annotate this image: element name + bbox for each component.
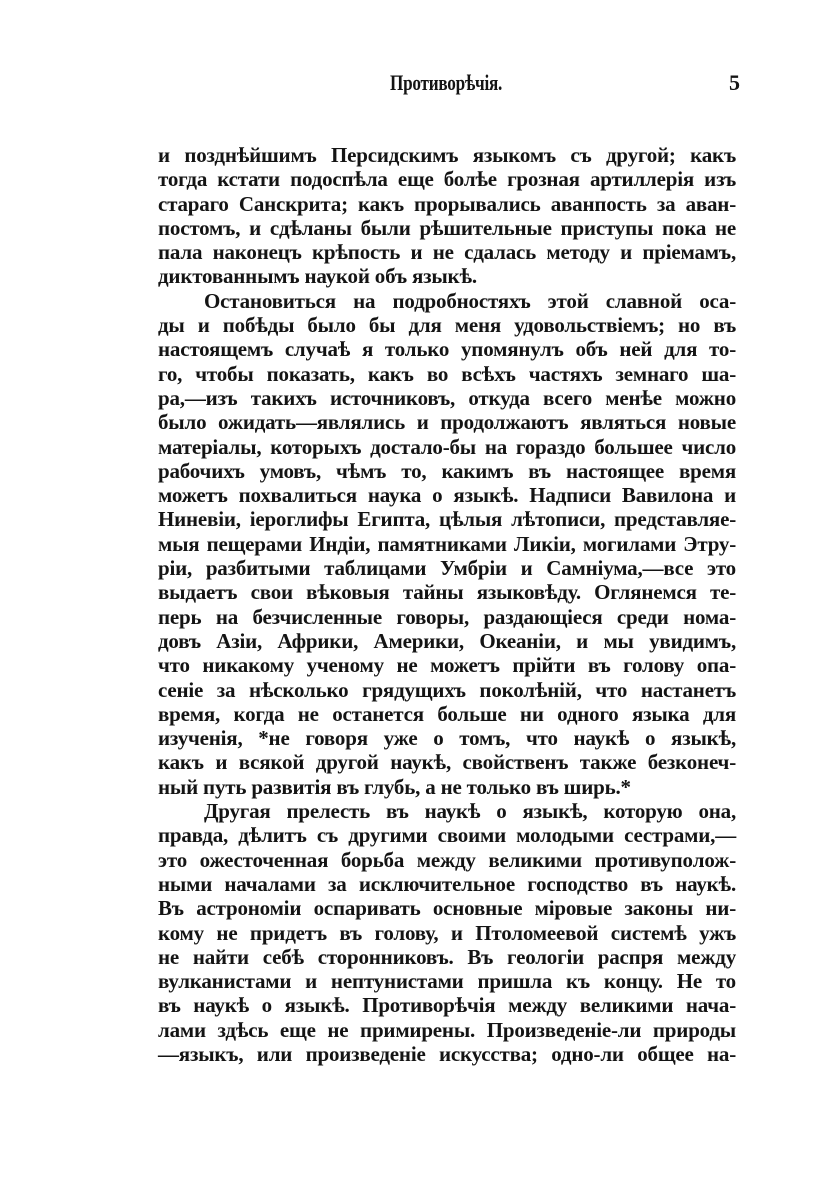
text-line: довъ Азіи, Африки, Америки, Океаніи, и мы увидимъ,	[158, 628, 736, 653]
running-head	[160, 70, 740, 100]
text-line: рабочихъ умовъ, чѣмъ то, какимъ въ настоящее время	[158, 458, 736, 483]
text-line: время, когда не останется больше ни одного языка для	[158, 701, 736, 726]
text-line: Другая прелесть въ наукѣ о языкѣ, которую она,	[204, 799, 736, 824]
text-line: и позднѣйшимъ Персидскимъ языкомъ съ другой; какъ	[158, 143, 736, 167]
text-line: пала наконецъ крѣпость и не сдалась методу и пріемамъ,	[158, 240, 736, 265]
text-line: го, чтобы показать, какъ во всѣхъ частяхъ земнаго ша-	[158, 361, 736, 386]
text-line: настоящемъ случаѣ я только упомянулъ объ ней для то-	[158, 337, 736, 362]
text-line: постомъ, и сдѣланы были рѣшительные приступы пока не	[158, 215, 736, 240]
text-line: диктованнымъ наукой объ языкѣ.	[158, 264, 477, 289]
text-line: было ожидать—являлись и продолжаютъ являться новые	[158, 410, 736, 435]
text-line: изученія, *не говоря уже о томъ, что наукѣ о языкѣ,	[158, 726, 736, 751]
text-line: какъ и всякой другой наукѣ, свойственъ также безконеч-	[158, 750, 736, 775]
text-line: лами здѣсь еще не примирены. Произведеніе-ли природы	[158, 1017, 736, 1042]
text-line: что никакому ученому не можетъ прійти въ голову опа-	[158, 653, 736, 678]
text-line: ными началами за исключительное господство въ наукѣ.	[158, 871, 736, 896]
text-line: Ниневіи, іероглифы Египта, цѣлыя лѣтописи, представляе-	[158, 507, 736, 532]
running-title: Противорѣчія.	[390, 70, 503, 95]
text-line: стараго Санскрита; какъ прорывались аванпость за аван-	[158, 191, 736, 216]
text-line: тогда кстати подоспѣла еще болѣе грозная артиллерія изъ	[158, 167, 736, 192]
text-line: ды и побѣды было бы для меня удовольствіемъ; но въ	[158, 313, 736, 338]
text-line: ра,—изъ такихъ источниковъ, откуда всего менѣе можно	[158, 385, 736, 410]
text-line: выдаетъ свои вѣковыя тайны языковѣду. Оглянемся те-	[158, 580, 736, 605]
text-line: матеріалы, которыхъ достало-бы на гораздо большее число	[158, 434, 736, 459]
text-line: сеніе за нѣсколько грядущихъ поколѣній, что настанетъ	[158, 677, 736, 702]
text-line: можетъ похвалиться наука о языкѣ. Надписи Вавилона и	[158, 483, 736, 508]
text-line: мыя пещерами Индіи, памятниками Ликіи, могилами Этру-	[158, 531, 736, 556]
text-line: вулканистами и нептунистами пришла къ концу. Не то	[158, 969, 736, 994]
text-line: это ожесточенная борьба между великими противупoлож-	[158, 847, 736, 872]
text-line: правда, дѣлитъ съ другими своими молодыми сестрами,—	[158, 823, 736, 848]
text-line: ный путь развитія въ глубь, а не только въ ширь.*	[158, 774, 631, 799]
text-line: въ наукѣ о языкѣ. Противорѣчія между великими нача-	[158, 993, 736, 1018]
text-line: кому не придетъ въ голову, и Птоломеевой системѣ ужъ	[158, 920, 736, 945]
body-text	[158, 143, 736, 1066]
page-number: 5	[729, 70, 740, 95]
text-line: Въ астрономіи оспаривать основные міровые законы ни-	[158, 896, 736, 921]
text-line: ріи, разбитыми таблицами Умбріи и Самніума,—все это	[158, 556, 736, 581]
text-line: перь на безчисленные говоры, раздающіеся среди нома-	[158, 604, 736, 629]
text-line: Остановиться на подробностяхъ этой славной оса-	[204, 288, 736, 313]
text-line: не найти себѣ сторонниковъ. Въ геологіи распря между	[158, 944, 736, 969]
text-line: —языкъ, или произведеніе искусства; одно-ли общее на-	[158, 1041, 736, 1066]
